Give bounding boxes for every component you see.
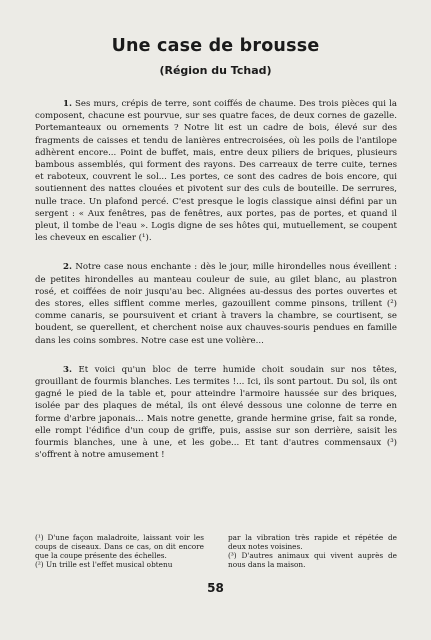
footnotes (35, 533, 397, 569)
footnote: (³) D'autres animaux qui vivent auprès de nous dans la maison. (228, 551, 397, 569)
footnotes-right-column (228, 533, 397, 569)
footnote: (²) Un trille est l'effet musical obtenu (35, 560, 173, 569)
footnote: (¹) D'une façon maladroite, laissant voir les coups de ciseaux. Dans ce cas, on dit encore que la coupe présente des échelles. (35, 533, 204, 560)
paragraph-3 (35, 364, 397, 462)
paragraph-1 (35, 98, 397, 244)
paragraph-number: 2. (63, 262, 72, 273)
text-body (35, 98, 397, 478)
page-subtitle: (Région du Tchad) (159, 64, 272, 77)
paragraph-text: Notre case nous enchante : dès le jour, mille hirondelles nous éveillent : de petites hirondelles au manteau couleur de suie, au gilet blanc, au plastron rosé, et coiffées de noir jusqu'au bec. Alignées au-dessus des portes ouvertes et des stores, elles sifflent comme merles, gazouillent comme pinsons, trillent (²) comme canaris, se poursuivent et criant à travers la chambre, se courtisent, se boudent, se querellent, et cherchent noise aux chauves-souris pendues en famille dans les coins sombres. Notre case est une volière... (35, 262, 397, 346)
paragraph-number: 3. (63, 364, 72, 375)
footnotes-left-column (35, 533, 204, 569)
page-number: 58 (207, 581, 224, 595)
paragraph-2 (35, 261, 397, 346)
page-title: Une case de brousse (111, 36, 320, 56)
footnote: par la vibration très rapide et répétée de deux notes voisines. (228, 533, 397, 551)
paragraph-number: 1. (63, 99, 72, 109)
paragraph-text: Et voici qu'un bloc de terre humide choit soudain sur nos têtes, grouillant de fourmis blanches. Les termites !... Ici, ils sont partout. Du sol, ils ont gagné le pied de la table et, pour atteindre l'armoire haussée sur des briques, isolée par des plaques de métal, ils ont élevé dessous une colonne de terre en forme d'arbre japonais... Mais notre genette, grande hermine grise, fait sa ronde, elle rompt l'édifice d'un coup de griffe, puis, assise sur son derrière, saisit les fourmis blanches, une à une, et les gobe... Et tant d'autres commensaux (³) s'offrent à notre amusement ! (35, 364, 397, 461)
paragraph-text: Ses murs, crépis de terre, sont coiffés de chaume. Des trois pièces qui la composent, chacune est pourvue, sur ses quatre faces, de deux cornes de gazelle. Portemanteaux ou ornements ? Notre lit est un cadre de bois, élevé sur des fragments de caisses et tendu de lanières entrecroisées, où les poils de l'antilope adhèrent encore... Point de buffet, mais, entre deux piliers de briques, plusieurs bambous assemblés, qui forment des rayons. Des carreaux de terre cuite, ternes et raboteux, couvrent le sol... Les portes, ce sont des cadres de bois encore, qui soutiennent des nattes clouées et pivotent sur des culs de bouteille. De serrures, nulle trace. Un plafond percé. C'est presque le logis classique ainsi défini par un sergent : « Aux fenêtres, pas de fenêtres, aux portes, pas de portes, et quand il pleut, il tombe de l'eau ». Logis digne de ses hôtes qui, mutuellement, se coupent les cheveux en escalier (¹). (35, 99, 397, 244)
